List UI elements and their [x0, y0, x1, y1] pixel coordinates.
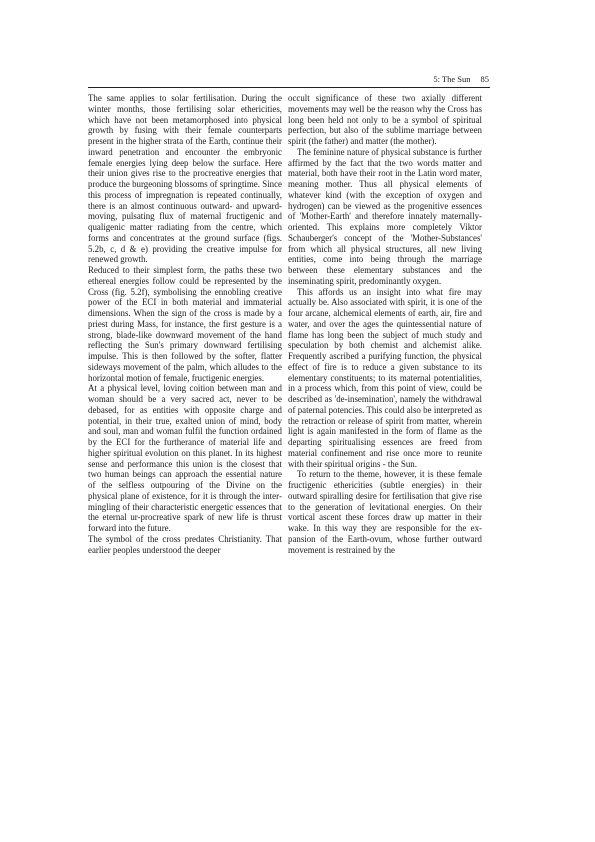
- page-number: 85: [480, 74, 489, 84]
- paragraph: The symbol of the cross predates Christianity. That earlier peoples understood the deeper: [88, 533, 282, 555]
- paragraph: At a physical level, loving coition between man and woman should be a very sacred act, never to be debased, for as entities with opposite charge and potential, in their true, exalted union of mind, body and soul, man and woman fulfil the function ordained by the ECI for the furtherance of material life and higher spiritual evolution on this planet. In its highest sense and performance this union is the closest that two human beings can approach the essential nature of the selfless outpouring of the Divine on the physical plane of existence, for it is through the intermingling of their characteristic energetic essences that the eternal ur-procreative spark of new life is thrust forward into the future.: [88, 383, 282, 533]
- paragraph: Reduced to their simplest form, the paths these two ethereal energies follow could be represented by the Cross (fig. 5.2f), symbolising the ennobling creative power of the ECI in both material and immaterial dimensions. When the sign of the cross is made by a priest during Mass, for instance, the first gesture is a strong, blade-like downward movement of the hand reflecting the Sun's primary downward fertilising impulse. This is then followed by the softer, flatter sideways movement of the palm, which alludes to the horizontal motion of female, fructigenic energies.: [88, 265, 282, 383]
- paragraph: This affords us an insight into what fire may actually be. Also associated with spirit, it is one of the four arcane, alchemical elements of earth, air, fire and water, and over the ages the quintessential nature of flame has long been the subject of much study and speculation by both chemist and alchemist alike. Frequently ascribed a purifying function, the physical effect of fire is to reduce a given substance to its elementary constituents; to its maternal potentialities, in a process which, from this point of view, could be described as 'de-insemination', namely the withdrawal of paternal potencies. This could also be interpreted as the retraction or release of spirit from matter, wherein light is again manifested in the form of flame as the departing spiritualising essences are freed from material confinement and rise once more to reunite with their spiritual origins - the Sun.: [288, 286, 482, 469]
- chapter-title: 5: The Sun: [433, 74, 471, 84]
- running-header: [88, 72, 489, 86]
- paragraph: The same applies to solar fertilisation. During the winter months, those fertilising solar ethericities, which have not been metamorphosed into physical growth by fusing with their female counterparts present in the higher strata of the Earth, continue their inward penetration and encounter the embryonic female energies lying deep below the surface. Here their union gives rise to the procreative energies that produce the burgeoning blossoms of springtime. Since this process of impregnation is repeated continually, there is an almost continuous outward- and upward-moving, pulsating flux of maternal fructigenic and qualigenic matter radiating from the centre, which forms and concentrates at the ground surface (figs. 5.2b, c, d & e) providing the creative impulse for renewed growth.: [88, 93, 282, 265]
- left-column: [88, 93, 282, 555]
- right-column: [288, 93, 482, 555]
- header-rule: [88, 87, 490, 88]
- paragraph: occult significance of these two axially different movements may well be the reason why the Cross has long been held not only to be a symbol of spiritual perfection, but also of the sublime marriage between spirit (the father) and matter (the mother).: [288, 93, 482, 146]
- paragraph: To return to the theme, however, it is these female fructigenic ethericities (subtle energies) in their outward spiralling desire for fertilisation that give rise to the generation of levitational energies. On their vortical ascent these forces draw up matter in their wake. In this way they are responsible for the expansion of the Earth-ovum, whose further outward movement is restrained by the: [288, 469, 482, 555]
- paragraph: The feminine nature of physical substance is further affirmed by the fact that the two words matter and material, both have their root in the Latin word mater, meaning mother. Thus all physical elements of whatever kind (with the exception of oxygen and hydrogen) can be viewed as the progenitive essences of 'Mother-Earth' and therefore innately maternally-oriented. This explains more completely Viktor Schauberger's concept of the 'Mother-Substances' from which all physical structures, all new living entities, come into being through the marriage between these elementary substances and the inseminating spirit, predominantly oxygen.: [288, 146, 482, 286]
